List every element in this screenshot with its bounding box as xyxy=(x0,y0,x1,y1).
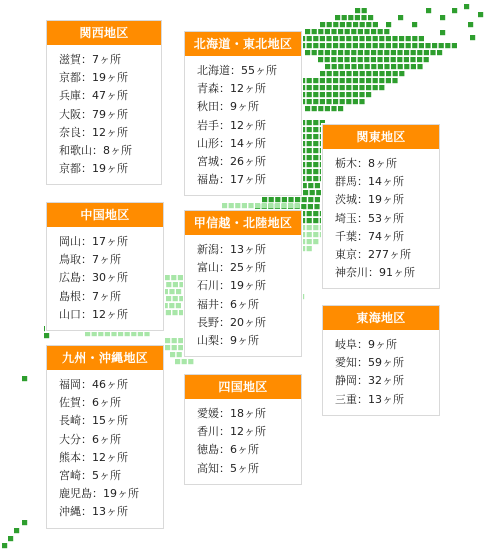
region-item: 大分：6ヶ所 xyxy=(59,432,121,446)
region-item: 岡山：17ヶ所 xyxy=(59,235,128,248)
region-item: 滋賀：7ヶ所 xyxy=(59,53,121,66)
region-item: 和歌山：8ヶ所 xyxy=(59,144,132,158)
region-item: 鹿児島：19ヶ所 xyxy=(59,487,139,501)
region-item: 広島：30ヶ所 xyxy=(59,271,128,285)
region-item: 石川：19ヶ所 xyxy=(197,279,266,293)
region-item: 徳島：6ヶ所 xyxy=(197,443,259,457)
region-item: 岐阜：9ヶ所 xyxy=(335,338,397,351)
region-item: 沖縄：13ヶ所 xyxy=(59,505,128,519)
region-item: 京都：19ヶ所 xyxy=(59,162,128,176)
region-item: 岩手：12ヶ所 xyxy=(197,118,266,132)
region-title: 関西地区 xyxy=(47,21,161,45)
region-title: 東海地区 xyxy=(323,306,439,330)
region-item: 鳥取：7ヶ所 xyxy=(59,253,121,267)
region-box-shikoku xyxy=(184,374,302,485)
region-item: 静岡：32ヶ所 xyxy=(335,374,404,388)
region-box-chugoku xyxy=(46,202,164,331)
region-box-tokai xyxy=(322,305,440,416)
region-box-kyushu-okinawa xyxy=(46,345,164,529)
region-item: 長崎：15ヶ所 xyxy=(59,414,128,428)
region-box-kanto xyxy=(322,124,440,289)
region-item: 京都：19ヶ所 xyxy=(59,71,128,85)
region-item: 香川：12ヶ所 xyxy=(197,425,266,439)
region-item: 青森：12ヶ所 xyxy=(197,82,266,96)
region-item: 福岡：46ヶ所 xyxy=(59,378,128,391)
region-item: 佐賀：6ヶ所 xyxy=(59,396,121,410)
region-box-kansai xyxy=(46,20,162,185)
region-item: 富山：25ヶ所 xyxy=(197,261,266,275)
region-item: 福島：17ヶ所 xyxy=(197,173,266,187)
region-item: 北海道：55ヶ所 xyxy=(197,64,277,77)
region-box-koshinetsu-hokuriku xyxy=(184,210,302,357)
region-item: 福井：6ヶ所 xyxy=(197,297,259,311)
region-item: 奈良：12ヶ所 xyxy=(59,125,128,139)
region-item: 三重：13ヶ所 xyxy=(335,392,404,406)
region-title: 北海道・東北地区 xyxy=(185,32,301,56)
region-item: 熊本：12ヶ所 xyxy=(59,450,128,464)
region-title: 四国地区 xyxy=(185,375,301,399)
region-item: 大阪：79ヶ所 xyxy=(59,107,128,121)
region-item: 高知：5ヶ所 xyxy=(197,461,259,475)
region-item: 山口：12ヶ所 xyxy=(59,307,128,321)
region-item: 兵庫：47ヶ所 xyxy=(59,89,128,103)
region-item: 神奈川：91ヶ所 xyxy=(335,266,415,280)
region-box-hokkaido-tohoku xyxy=(184,31,302,196)
region-item: 長野：20ヶ所 xyxy=(197,315,266,329)
region-item: 宮城：26ヶ所 xyxy=(197,155,266,169)
region-item: 茨城：19ヶ所 xyxy=(335,193,404,207)
region-item: 山梨：9ヶ所 xyxy=(197,334,259,348)
region-item: 山形：14ヶ所 xyxy=(197,136,266,150)
region-item: 東京：277ヶ所 xyxy=(335,248,411,262)
region-item: 群馬：14ヶ所 xyxy=(335,175,404,189)
region-item: 千葉：74ヶ所 xyxy=(335,229,404,243)
region-item: 愛知：59ヶ所 xyxy=(335,356,404,370)
region-item: 埼玉：53ヶ所 xyxy=(335,211,404,225)
region-title: 中国地区 xyxy=(47,203,163,227)
region-item: 秋田：9ヶ所 xyxy=(197,100,259,114)
region-item: 愛媛：18ヶ所 xyxy=(197,407,266,420)
region-item: 島根：7ヶ所 xyxy=(59,289,121,303)
region-item: 新潟：13ヶ所 xyxy=(197,243,266,256)
region-item: 栃木：8ヶ所 xyxy=(335,157,397,170)
region-title: 関東地区 xyxy=(323,125,439,149)
region-item: 宮崎：5ヶ所 xyxy=(59,469,121,483)
region-title: 九州・沖縄地区 xyxy=(47,346,163,370)
region-title: 甲信越・北陸地区 xyxy=(185,211,301,235)
